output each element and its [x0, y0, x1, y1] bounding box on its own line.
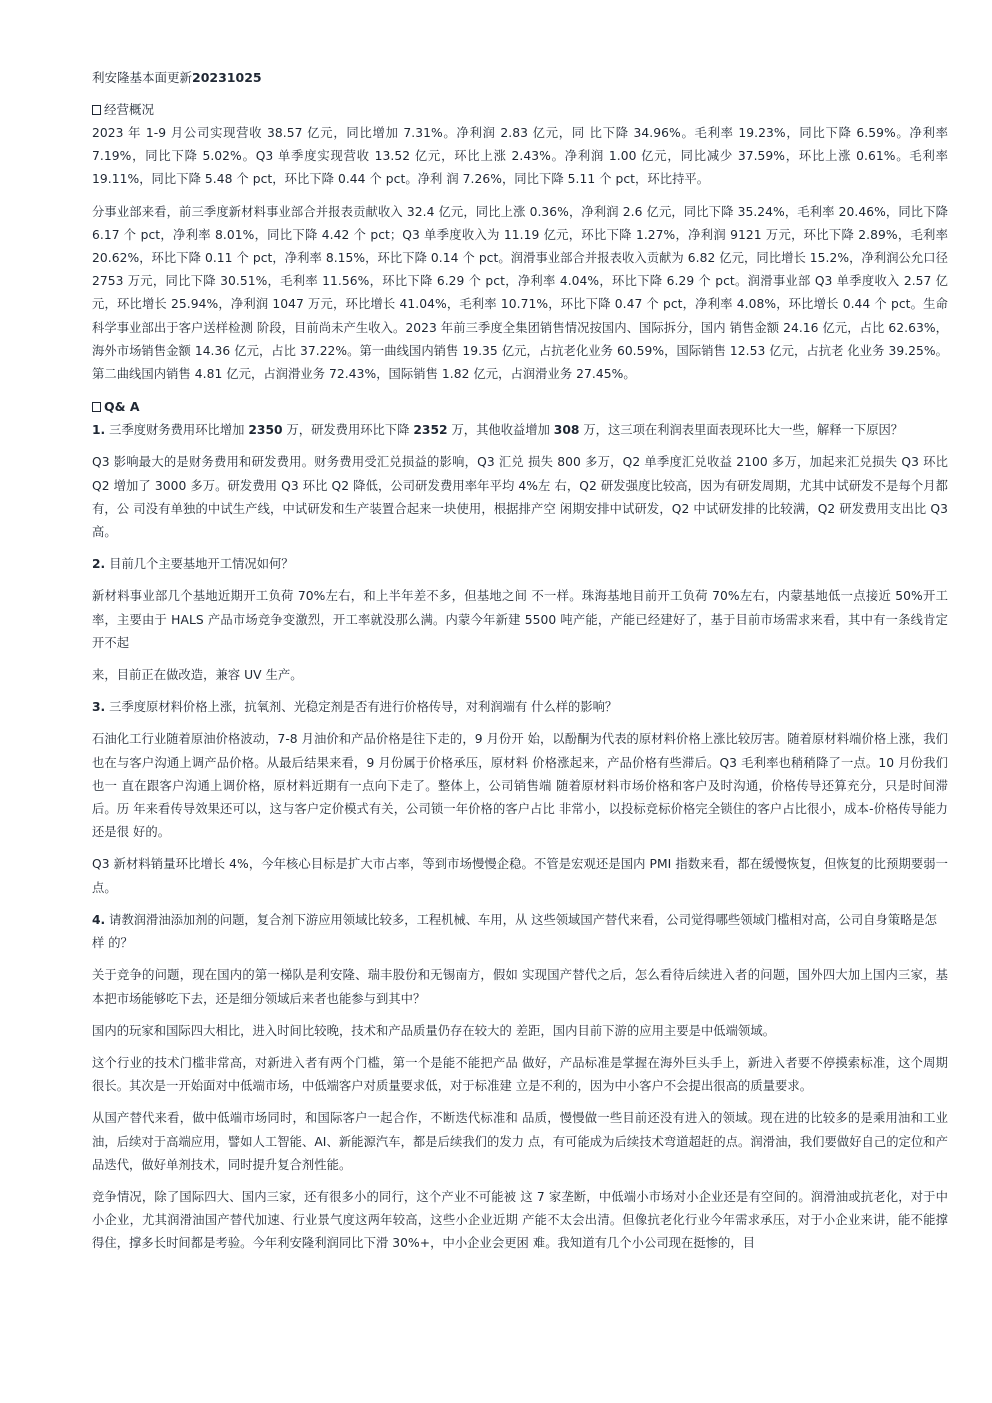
question-number: 2. [92, 557, 106, 572]
answer-4-part-4: 从国产替代来看，做中低端市场同时，和国际客户一起合作，不断迭代标准和 品质，慢慢做一些目前还没有进入的领域。现在进的比较多的是乘用油和工业 油，后续对于高端应用，譬如人工智能、AI、新能源汽车，都是后续我们的发力 点，有可能成为后续技术弯道超赶的点。润滑油，我们要做好自己的定位和产 品迭代，做好单剂技术，同时提升复合剂性能。 [92, 1111, 948, 1172]
answer-4-part-3: 这个行业的技术门槛非常高，对新进入者有两个门槛，第一个是能不能把产品 做好，产品标准是掌握在海外巨头手上，新进入者要不停摸索标准，这个周期 很长。其次是一开始面对中低端市场，中低端客户对质量要求低，对于标准建 立是不利的，因为中小客户不会提出很高的质量要求。 [92, 1055, 948, 1094]
question-text: 万，这三项在利润表里面表现环比大一些，解释一下原因？ [579, 423, 904, 438]
answer-3: 石油化工行业随着原油价格波动，7-8 月油价和产品价格是往下走的，9 月份开 始，以酚酮为代表的原材料价格上涨比较厉害。随着原材料端价格上涨，我们 也在与客户沟通上调产品价格。从最后结果来看，9 月份属于价格承压，原材料 价格涨起来，产品价格有些滞后。Q3 毛利率也稍稍降了一点。10 月份我们也一 直在跟客户沟通上调价格，原材料近期有一点向下走了。整体上，公司销售端 随着原材料市场价格和客户及时沟通，价格传导还算充分，只是时间滞后。历 年来看传导效果还可以，这与客户定价模式有关，公司锁一年价格的客户占比 非常小，以投标竞标价格完全锁住的客户占比很小，成本-价格传导能力还是很 好的。 [92, 732, 948, 840]
question-text: 万，研发费用环比下降 [282, 423, 414, 438]
answer-2-continued: 来，目前正在做改造，兼容 UV 生产。 [92, 668, 303, 683]
answer-1: Q3 影响最大的是财务费用和研发费用。财务费用受汇兑损益的影响，Q3 汇兑 损失 800 多万，Q2 单季度汇兑收益 2100 多万，加起来汇兑损失 Q3 环比 Q2 增加了 3000 多万。研发费用 Q3 环比 Q2 降低，公司研发费用率年平均 4%左 右，Q2 研发强度比较高，因为有研发周期，尤其中试研发不是每个月都有，公 司没有单独的中试生产线，中试研发和生产装置合起来一块使用，根据排产空 闲期安排中试研发，Q2 中试研发排的比较满，Q2 研发费用支出比 Q3 高。 [92, 455, 948, 540]
paragraph: 分事业部来看，前三季度新材料事业部合并报表贡献收入 32.4 亿元，同比上涨 0.36%，净利润 2.6 亿元，同比下降 35.24%，毛利率 20.46%，同比下降 6.17 个 pct，净利率 8.01%，同比下降 4.42 个 pct；Q3 单季度收入为 11.19 亿元，环比下降 1.27%，净利润 9121 万元，环比下降 2.89%，毛利率 20.62%，环比下降 0.11 个 pct，净利率 8.15%，环比下降 0.14 个 pct。润滑事业部合并报表收入贡献为 6.82 亿元，同比增长 15.2%，净利润公允口径 2753 万元，同比下降 30.51%，毛利率 11.56%，环比下降 6.29 个 pct，净利率 4.04%，环比下降 6.29 个 pct。润滑事业部 Q3 单季度收入 2.57 亿元，环比增长 25.94%，净利润 1047 万元，环比增长 41.04%，毛利率 10.71%，环比下降 0.47 个 pct，净利率 4.08%，环比增长 0.44 个 pct。生命科学事业部出于客户送样检测 阶段，目前尚未产生收入。2023 年前三季度全集团销售情况按国内、国际拆分，国内 销售金额 24.16 亿元，占比 62.63%，海外市场销售金额 14.36 亿元，占比 37.22%。第一曲线国内销售 19.35 亿元，占抗老化业务 60.59%，国际销售 12.53 亿元，占抗老 化业务 39.25%。第二曲线国内销售 4.81 亿元，占润滑业务 72.43%，国际销售 1.82 亿元，占润滑业务 27.45%。 [92, 204, 948, 382]
question-text: 三季度财务费用环比增加 [105, 423, 249, 438]
document-title [92, 64, 948, 92]
section-heading-overview [92, 98, 948, 122]
question-text: 目前几个主要基地开工情况如何？ [105, 557, 294, 572]
question-figure: 308 [553, 423, 580, 438]
answer-4-part-5: 竞争情况，除了国际四大、国内三家，还有很多小的同行，这个产业不可能被 这 7 家垄断，中低端小市场对小企业还是有空间的。润滑油或抗老化，对于中 小企业，尤其润滑油国产替代加速、行业景气度这两年较高，这些小企业近期 产能不太会出清。但像抗老化行业今年需求承压，对于小企业来讲，能不能撑 得住，撑多长时间都是考验。今年利安隆利润同比下滑 30%+，中小企业会更困 难。我知道有几个小公司现在挺惨的，目 [92, 1189, 948, 1251]
section-heading-text: Q& A [104, 399, 140, 415]
question-1 [92, 419, 948, 442]
title-date: 20231025 [192, 70, 262, 85]
answer-4-part-2: 国内的玩家和国际四大相比，进入时间比较晚，技术和产品质量仍存在较大的 差距，国内目前下游的应用主要是中低端领域。 [92, 1023, 776, 1038]
question-figure: 2352 [413, 423, 448, 438]
question-number: 3. [92, 700, 106, 715]
question-text: 三季度原材料价格上涨，抗氧剂、光稳定剂是否有进行价格传导，对利润端有 什么样的影响？ [105, 700, 618, 715]
title-prefix: 利安隆基本面更新 [92, 70, 193, 85]
checkbox-bullet-icon [92, 105, 101, 115]
question-text: 请教润滑油添加剂的问题，复合剂下游应用领域比较多，工程机械、车用，从 这些领域国产替代来看，公司觉得哪些领域门槛相对高，公司自身策略是怎样 的？ [92, 912, 937, 951]
question-number: 4. [92, 912, 106, 927]
question-figure: 2350 [248, 423, 283, 438]
document-page [92, 64, 948, 1265]
question-4 [92, 909, 948, 955]
question-2 [92, 553, 948, 576]
question-number: 1. [92, 423, 106, 438]
answer-4-part-1: 关于竞争的问题，现在国内的第一梯队是利安隆、瑞丰股份和无锡南方，假如 实现国产替代之后，怎么看待后续进入者的问题，国外四大加上国内三家，基 本把市场能够吃下去，还是细分领域后来者也能参与到其中？ [92, 968, 948, 1006]
question-text: 万，其他收益增加 [447, 423, 554, 438]
answer-3-continued: Q3 新材料销量环比增长 4%，今年核心目标是扩大市占率，等到市场慢慢企稳。不管是宏观还是国内 PMI 指数来看，都在缓慢恢复，但恢复的比预期要弱一点。 [92, 857, 948, 895]
question-3 [92, 696, 948, 719]
checkbox-bullet-icon [92, 402, 101, 412]
section-heading-text: 经营概况 [104, 102, 155, 117]
paragraph: 2023 年 1-9 月公司实现营收 38.57 亿元，同比增加 7.31%。净利润 2.83 亿元，同 比下降 34.96%。毛利率 19.23%，同比下降 6.59%。净利率 7.19%，同比下降 5.02%。Q3 单季度实现营收 13.52 亿元，环比上涨 2.43%。净利润 1.00 亿元，同比减少 37.59%，环比上涨 0.61%。毛利率 19.11%，同比下降 5.48 个 pct，环比下降 0.44 个 pct。净利 润 7.26%，同比下降 5.11 个 pct，环比持平。 [92, 126, 948, 187]
answer-2: 新材料事业部几个基地近期开工负荷 70%左右，和上半年差不多，但基地之间 不一样。珠海基地目前开工负荷 70%左右，内蒙基地低一点接近 50%开工率，主要由于 HALS 产品市场竞争变激烈，开工率就没那么满。内蒙今年新建 5500 吨产能，产能已经建好了，基于目前市场需求来看，其中有一条线肯定开不起 [92, 589, 948, 650]
section-heading-qa [92, 395, 948, 419]
